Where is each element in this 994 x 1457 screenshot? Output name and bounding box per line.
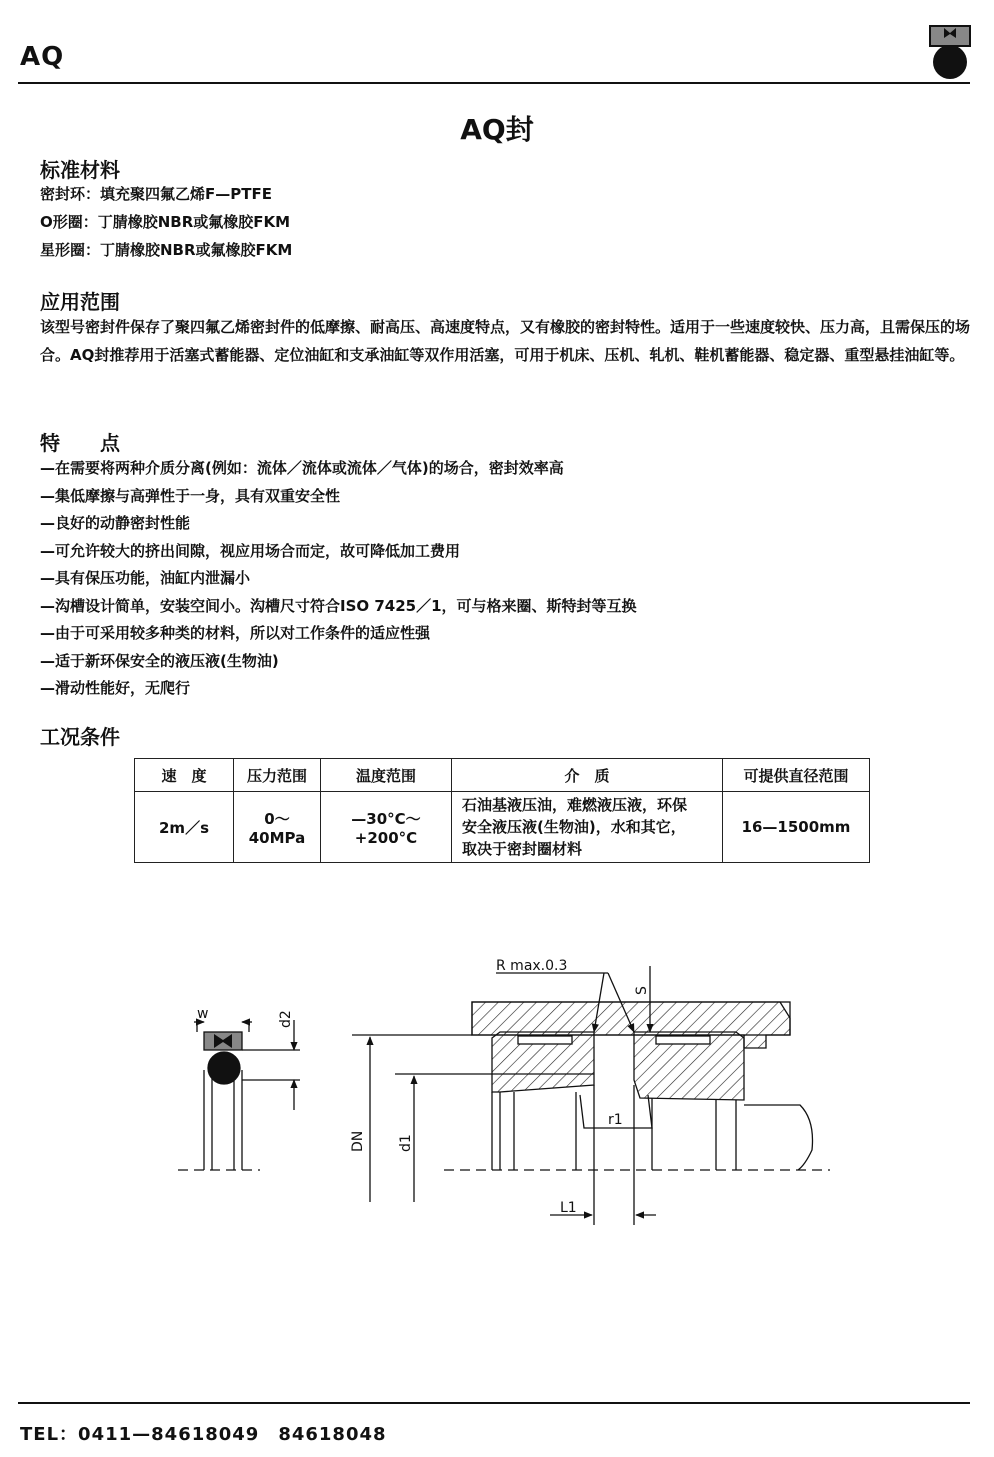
col-pressure: 压力范围: [234, 759, 321, 792]
col-diameter: 可提供直径范围: [723, 759, 870, 792]
feature-item: —良好的动静密封性能: [40, 514, 191, 532]
col-media: 介 质: [452, 759, 723, 792]
cell-pressure: 0～40MPa: [234, 792, 321, 863]
feature-item: —集低摩擦与高弹性于一身，具有双重安全性: [40, 486, 341, 505]
label-r1: r1: [608, 1112, 623, 1128]
conditions-heading: 工况条件: [40, 725, 120, 749]
label-w: w: [197, 1006, 209, 1022]
label-d1: d1: [398, 1134, 414, 1152]
footer-tel: TEL：0411—84618049 84618048: [20, 1424, 387, 1445]
feature-item: —可允许较大的挤出间隙，视应用场合而定，故可降低加工费用: [40, 541, 461, 560]
features-heading: 特 点: [40, 431, 120, 455]
cell-diameter: 16—1500mm: [723, 792, 870, 863]
label-d2: d2: [278, 1010, 294, 1028]
feature-item: —具有保压功能，油缸内泄漏小: [40, 569, 251, 587]
feature-item: —滑动性能好，无爬行: [40, 679, 191, 697]
col-speed: 速 度: [135, 759, 234, 792]
application-text: 该型号密封件保存了聚四氟乙烯密封件的低摩擦、耐高压、高速度特点，又有橡胶的密封特性。适用于一些速度较快、压力高，且需保压的场合。AQ封推荐用于活塞式蓄能器、定位油缸和支承油缸等双作用活塞，可用于机床、压机、轧机、鞋机蓄能器、稳定器、重型悬挂油缸等。: [40, 318, 971, 364]
cell-speed: 2m／s: [135, 792, 234, 863]
feature-item: —沟槽设计简单，安装空间小。沟槽尺寸符合ISO 7425／1，可与格来圈、斯特封等互换: [40, 596, 637, 615]
installation-drawing: [0, 940, 994, 1240]
header-rule: [18, 82, 970, 84]
materials-heading: 标准材料: [40, 158, 120, 182]
cell-media: 石油基液压油，难燃液压液，环保 安全液压液(生物油)，水和其它， 取决于密封圈材料: [452, 792, 723, 863]
seal-logo-icon: [928, 24, 972, 80]
features-list: [40, 455, 637, 703]
label-l1: L1: [560, 1200, 577, 1216]
material-line-2: O形圈：丁腈橡胶NBR或氟橡胶FKM: [40, 213, 291, 231]
material-line-1: 密封环：填充聚四氟乙烯F—PTFE: [40, 185, 272, 203]
feature-item: —由于可采用较多种类的材料，所以对工作条件的适应性强: [40, 624, 431, 642]
label-r-max: R max.0.3: [496, 958, 568, 974]
page-title: AQ封: [460, 113, 534, 146]
feature-item: —在需要将两种介质分离(例如：流体／流体或流体／气体)的场合，密封效率高: [40, 459, 564, 477]
piston-section: [352, 966, 830, 1225]
header-code: AQ: [20, 42, 65, 72]
footer-rule: [18, 1402, 970, 1404]
label-s: S: [634, 986, 650, 995]
cell-temperature: —30°C～+200°C: [321, 792, 452, 863]
seal-section: [178, 1020, 300, 1170]
label-dn: DN: [350, 1130, 366, 1152]
col-temperature: 温度范围: [321, 759, 452, 792]
application-heading: 应用范围: [40, 290, 120, 314]
table-row: [135, 792, 870, 863]
material-line-3: 星形圈：丁腈橡胶NBR或氟橡胶FKM: [40, 241, 293, 259]
conditions-table: [134, 758, 870, 863]
feature-item: —适于新环保安全的液压液(生物油): [40, 651, 279, 670]
